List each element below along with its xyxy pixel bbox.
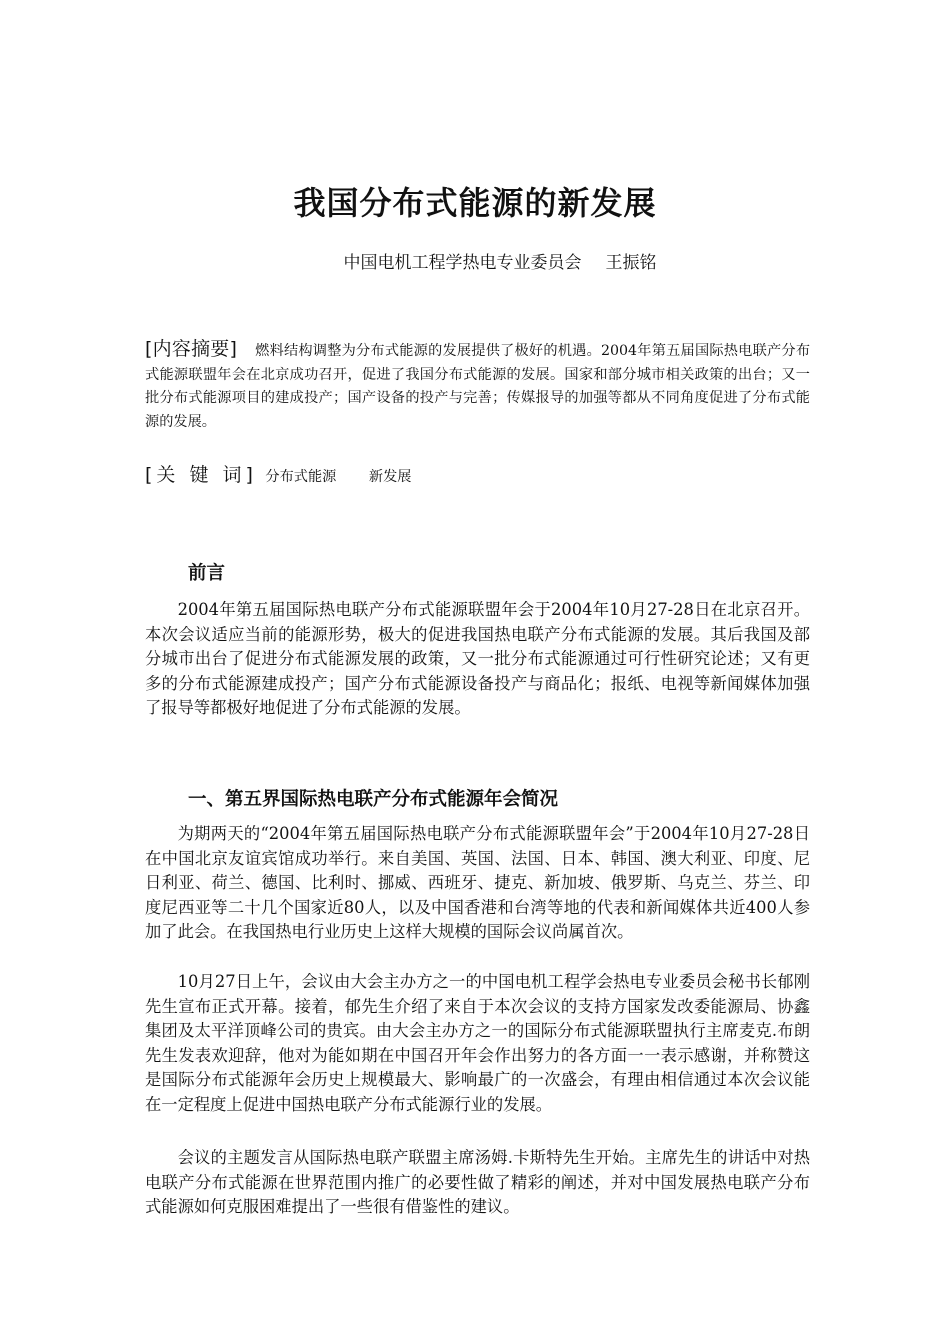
section-heading-conference: 一、第五界国际热电联产分布式能源年会简况 bbox=[188, 789, 559, 810]
paragraph: 2004年第五届国际热电联产分布式能源联盟年会于2004年10月27-28日在北京召开。本次会议适应当前的能源形势，极大的促进我国热电联产分布式能源的发展。其后我国及部分城市出台了促进分布式能源发展的政策，又一批分布式能源通过可行性研究论述；又有更多的分布式能源建成投产；国产分布式能源设备投产与商品化；报纸、电视等新闻媒体加强了报导等都极好地促进了分布式能源的发展。 bbox=[145, 600, 810, 717]
keywords-label: [关 键 词] bbox=[145, 464, 257, 486]
abstract-label: [内容摘要] bbox=[145, 338, 237, 360]
page-title: 我国分布式能源的新发展 bbox=[293, 184, 657, 222]
abstract bbox=[145, 338, 810, 434]
keyword-item: 新发展 bbox=[368, 469, 412, 485]
section-heading-preface: 前言 bbox=[188, 563, 226, 584]
paragraph: 会议的主题发言从国际热电联产联盟主席汤姆.卡斯特先生开始。主席先生的讲话中对热电联产分布式能源在世界范围内推广的必要性做了精彩的阐述，并对中国发展热电联产分布式能源如何克服困难提出了一些很有借鉴性的建议。 bbox=[145, 1148, 810, 1216]
author-name: 王振铭 bbox=[605, 253, 657, 273]
keyword-item: 分布式能源 bbox=[265, 469, 337, 485]
author-organization: 中国电机工程学热电专业委员会 bbox=[343, 253, 582, 273]
paragraph: 10月27日上午，会议由大会主办方之一的中国电机工程学会热电专业委员会秘书长郁刚先生宣布正式开幕。接着，郁先生介绍了来自于本次会议的支持方国家发改委能源局、协鑫集团及太平洋顶峰公司的贵宾。由大会主办方之一的国际分布式能源联盟执行主席麦克.布朗先生发表欢迎辞，他对为能如期在中国召开年会作出努力的各方面一一表示感谢，并称赞这是国际分布式能源年会历史上规模最大、影响最广的一次盛会，有理由相信通过本次会议能在一定程度上促进中国热电联产分布式能源行业的发展。 bbox=[145, 972, 810, 1114]
abstract-text: 燃料结构调整为分布式能源的发展提供了极好的机遇。2004年第五届国际热电联产分布式能源联盟年会在北京成功召开，促进了我国分布式能源的发展。国家和部分城市相关政策的出台；又一批分布式能源项目的建成投产；国产设备的投产与完善；传媒报导的加强等都从不同角度促进了分布式能源的发展。 bbox=[145, 343, 811, 430]
author-line bbox=[0, 250, 950, 276]
keywords bbox=[145, 460, 810, 492]
paragraph: 为期两天的“2004年第五届国际热电联产分布式能源联盟年会”于2004年10月27-28日在中国北京友谊宾馆成功举行。来自美国、英国、法国、日本、韩国、澳大利亚、印度、尼日利亚、荷兰、德国、比利时、挪威、西班牙、捷克、新加坡、俄罗斯、乌克兰、芬兰、印度尼西亚等二十几个国家近80人，以及中国香港和台湾等地的代表和新闻媒体共近400人参加了此会。在我国热电行业历史上这样大规模的国际会议尚属首次。 bbox=[145, 824, 810, 941]
